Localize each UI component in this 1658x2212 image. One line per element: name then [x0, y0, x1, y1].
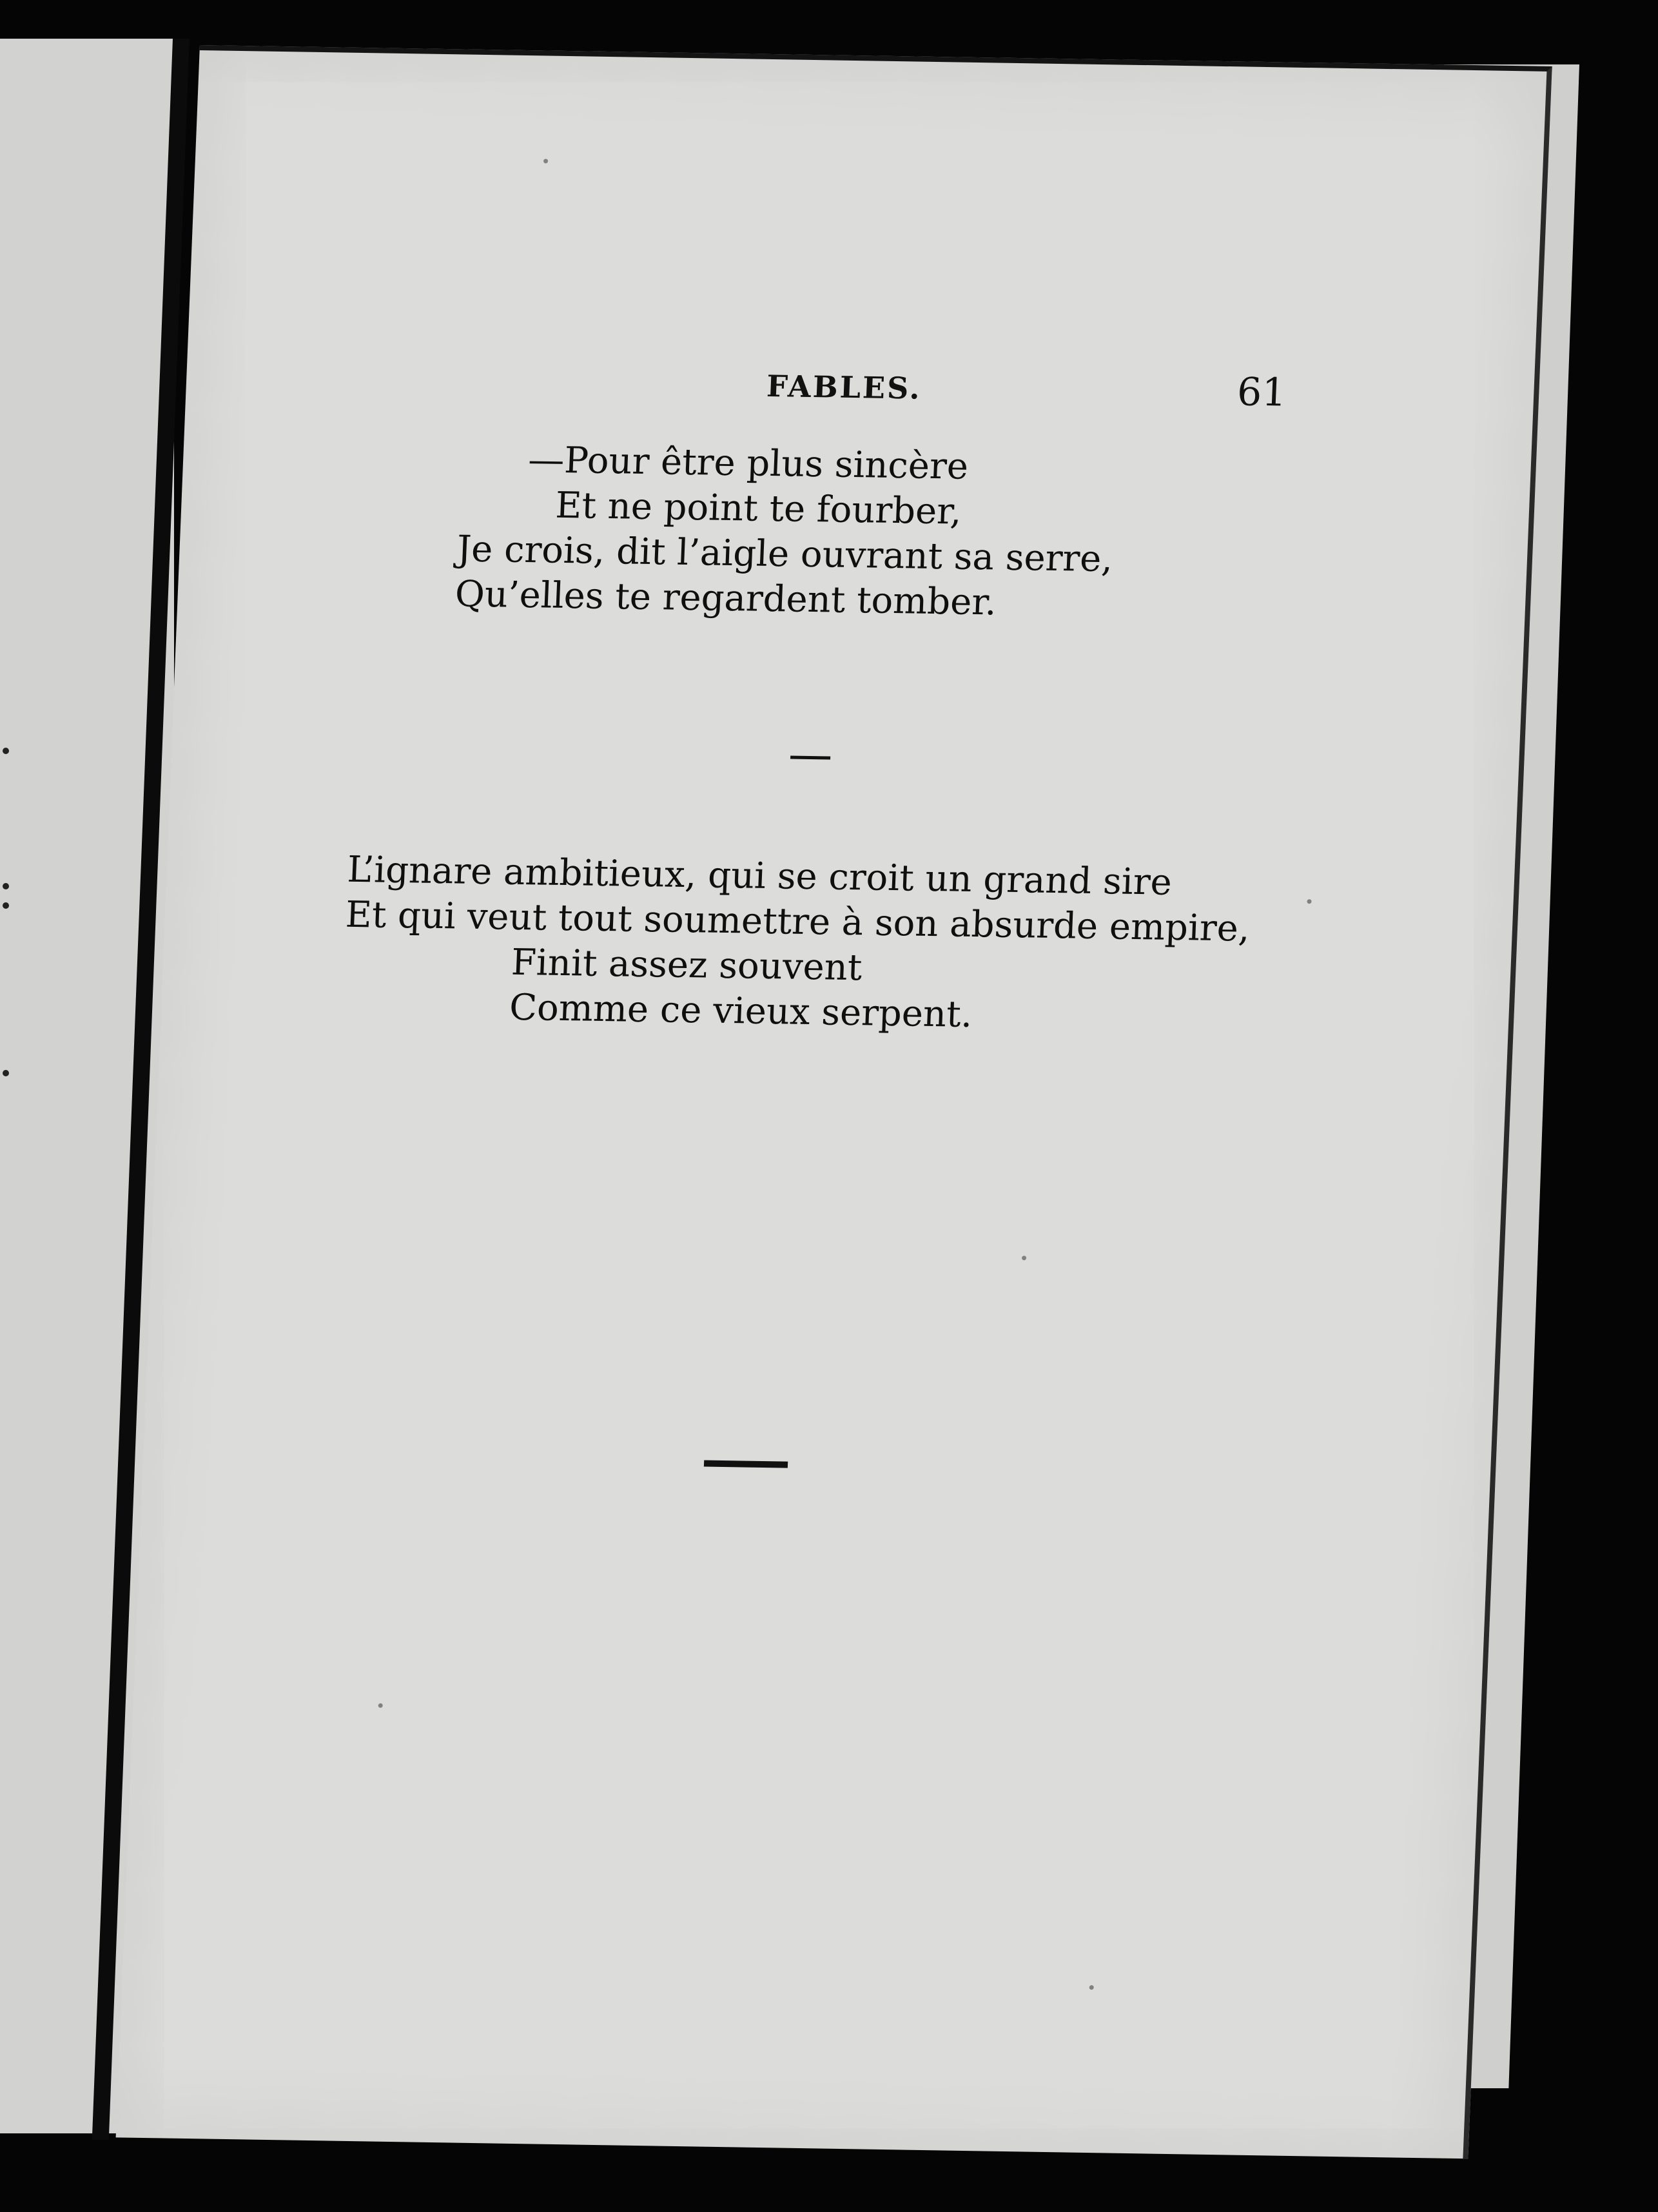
page-number: 61 — [1236, 369, 1287, 416]
page-speck — [3, 902, 9, 909]
verse-line: Je crois, dit l’aigle ouvrant sa serre, — [456, 528, 1114, 581]
page-speck — [543, 159, 548, 163]
verse-line: L’ignare ambitieux, qui se croit un grand sire — [346, 848, 1173, 904]
running-head: FABLES. — [766, 368, 922, 406]
verse-line: Et qui veut tout soumettre à son absurde empire, — [344, 893, 1251, 950]
verse-line: —Pour être plus sincère — [527, 439, 970, 488]
page-speck — [1307, 899, 1311, 904]
verse-line: Qu’elles te regardent tomber. — [454, 573, 998, 624]
page-speck — [3, 883, 9, 889]
verse-line: Comme ce vieux serpent. — [508, 986, 973, 1036]
verse-line: Et ne point te fourber, — [554, 484, 963, 533]
page-speck — [1089, 1985, 1094, 1990]
page-speck — [3, 748, 9, 754]
verse-line: Finit assez souvent — [510, 941, 863, 989]
section-separator — [790, 756, 830, 760]
book-page — [116, 45, 1552, 2159]
page-speck — [1022, 1256, 1026, 1260]
page-speck — [378, 1703, 383, 1708]
end-rule — [704, 1460, 788, 1468]
page-speck — [3, 1070, 9, 1076]
